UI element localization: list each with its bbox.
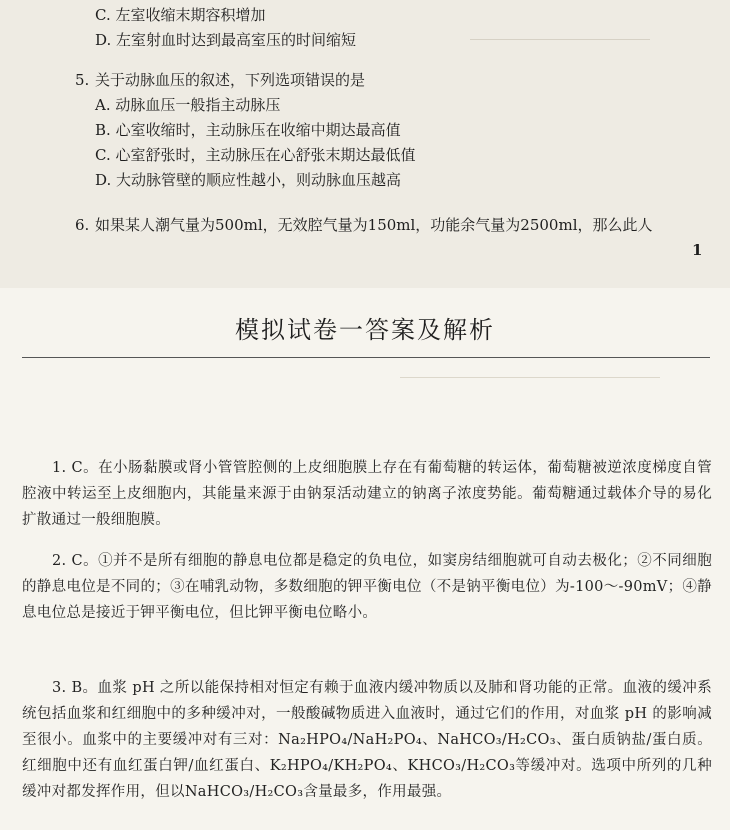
option-text: 动脉血压一般指主动脉压 xyxy=(115,96,281,114)
option-label: D. xyxy=(95,171,112,189)
bicarbonate-buffer: NaHCO₃/H₂CO₃ xyxy=(184,784,304,800)
bleed-through-text xyxy=(470,30,650,43)
q5-option-d xyxy=(95,170,401,190)
title-divider xyxy=(22,357,710,358)
option-text: 左室收缩末期容积增加 xyxy=(115,6,266,24)
option-label: C. xyxy=(95,146,111,164)
option-label: A. xyxy=(95,96,111,114)
q4-option-d xyxy=(95,30,356,50)
question-text: 如果某人潮气量为500ml，无效腔气量为150ml，功能余气量为2500ml，那么此人 xyxy=(95,216,653,234)
answer-3-end: 含量最多，作用最强。 xyxy=(303,784,452,800)
answer-section-title: 模拟试卷一答案及解析 xyxy=(235,316,495,344)
option-text: 大动脉管壁的顺应性越小，则动脉血压越高 xyxy=(116,171,402,189)
q5-option-b xyxy=(95,120,401,140)
bleed-through-text xyxy=(400,368,660,381)
answer-3-mid: 。红细胞中还有血红蛋白钾/血红蛋白、 xyxy=(22,732,712,774)
question-number: 5. xyxy=(75,71,90,89)
question-5-stem xyxy=(75,70,365,90)
plasma-buffer-pairs: Na₂HPO₄/NaH₂PO₄、NaHCO₃/H₂CO₃、蛋白质钠盐/蛋白质 xyxy=(278,732,698,748)
q5-option-a xyxy=(95,95,280,115)
option-text: 心室收缩时，主动脉压在收缩中期达最高值 xyxy=(115,121,401,139)
answer-3 xyxy=(22,675,712,805)
question-text: 关于动脉血压的叙述，下列选项错误的是 xyxy=(95,71,366,89)
answer-2: 2. C。①并不是所有细胞的静息电位都是稳定的负电位，如窦房结细胞就可自动去极化；②不同细胞的静息电位是不同的；③在哺乳动物，多数细胞的钾平衡电位（不是钠平衡电位）为-100～-90mV；④静息电位总是接近于钾平衡电位，但比钾平衡电位略小。 xyxy=(22,553,712,621)
page-number: 1 xyxy=(692,241,703,259)
answer-1: 1. C。在小肠黏膜或肾小管管腔侧的上皮细胞膜上存在有葡萄糖的转运体，葡萄糖被逆浓度梯度自管腔液中转运至上皮细胞内，其能量来源于由钠泵活动建立的钠离子浓度势能。葡萄糖通过载体介导的易化扩散通过一般细胞膜。 xyxy=(22,460,712,528)
q5-option-c xyxy=(95,145,416,165)
rbc-buffer-pairs: K₂HPO₄/KH₂PO₄、KHCO₃/H₂CO₃ xyxy=(269,758,516,774)
option-text: 心室舒张时，主动脉压在心舒张末期达最低值 xyxy=(115,146,416,164)
exam-page xyxy=(0,0,730,288)
question-6-stem xyxy=(75,215,653,235)
question-number: 6. xyxy=(75,216,90,234)
option-label: B. xyxy=(95,121,111,139)
option-text: 左室射血时达到最高室压的时间缩短 xyxy=(116,31,357,49)
answer-3-mid2: 等缓冲对。选项中所列的几种缓冲对都发挥作用，但以 xyxy=(22,758,712,800)
option-label: C. xyxy=(95,6,111,24)
option-label: D. xyxy=(95,31,112,49)
answer-3-intro: 3. B。血浆 pH 之所以能保持相对恒定有赖于血液内缓冲物质以及肺和肾功能的正常。血液的缓冲系统包括血浆和红细胞中的多种缓冲对，一般酸碱物质进入血液时，通过它们的作用，对血浆 pH 的影响减至很小。血浆中的主要缓冲对有三对： xyxy=(22,680,712,748)
q4-option-c xyxy=(95,5,266,25)
